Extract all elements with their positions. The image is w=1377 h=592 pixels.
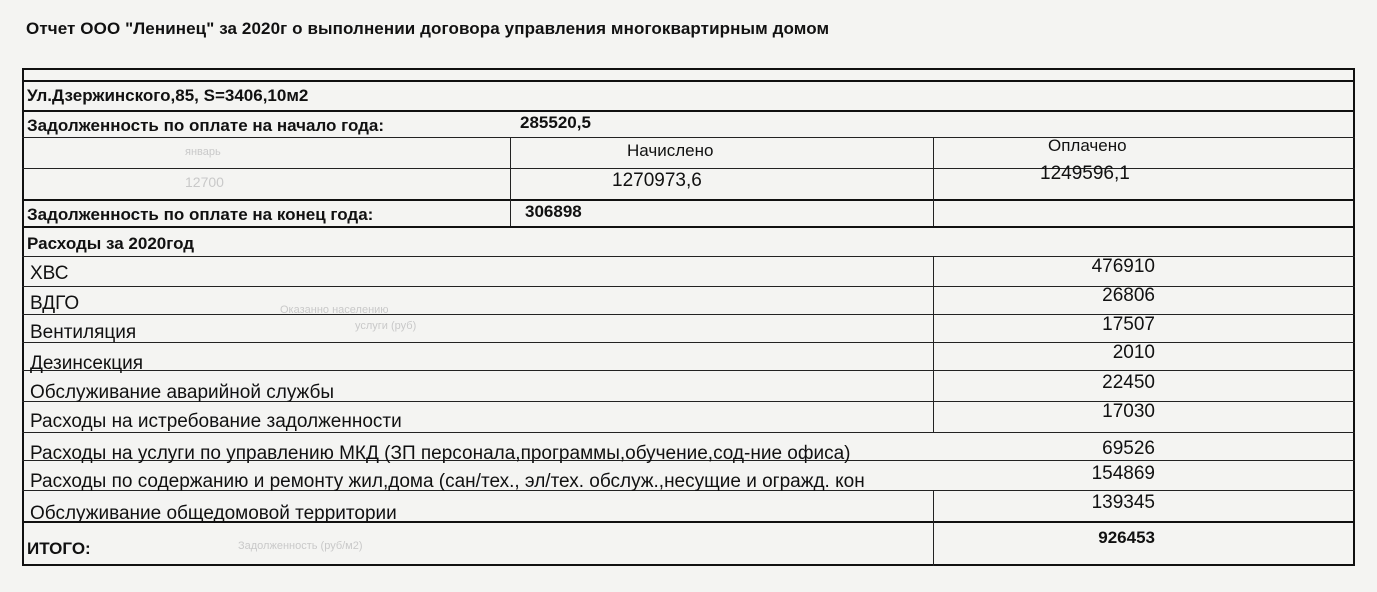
expense-value: 154869 — [1091, 463, 1155, 484]
debt-start-value: 285520,5 — [520, 113, 591, 132]
expense-value: 2010 — [1112, 342, 1155, 363]
expense-label: ВДГО — [30, 293, 80, 314]
debt-start-label: Задолженность по оплате на начало года: — [27, 116, 385, 135]
expense-label: Расходы на услуги по управлению МКД (ЗП персонала,программы,обучение,сод-ние офиса) — [30, 443, 851, 464]
accrued-label: Начислено — [627, 141, 714, 160]
expense-label: Дезинсекция — [30, 353, 143, 374]
accrued-value: 1270973,6 — [612, 170, 702, 191]
debt-end-value: 306898 — [525, 202, 582, 221]
expense-label: Расходы на истребование задолженности — [30, 411, 402, 432]
expenses-title: Расходы за 2020год — [27, 234, 195, 253]
expense-label: Обслуживание аварийной службы — [30, 382, 334, 403]
report-title: Отчет ООО "Ленинец" за 2020г о выполнении договора управления многоквартирным домом — [26, 19, 830, 38]
paid-value: 1249596,1 — [1040, 163, 1130, 184]
expense-value: 17030 — [1102, 401, 1155, 422]
expense-label: ХВС — [30, 263, 69, 284]
expense-value: 139345 — [1091, 492, 1155, 513]
expense-value: 22450 — [1102, 372, 1155, 393]
expense-label: Обслуживание общедомовой территории — [30, 503, 397, 524]
paid-label: Оплачено — [1048, 136, 1127, 155]
expense-label: Расходы по содержанию и ремонту жил,дома (сан/тех., эл/тех. обслуж.,несущие и огражд. кон — [30, 471, 865, 492]
expense-value: 17507 — [1102, 314, 1155, 335]
expense-label: Вентиляция — [30, 322, 137, 343]
address-label: Ул.Дзержинского,85, S=3406,10м2 — [27, 86, 309, 105]
debt-end-label: Задолженность по оплате на конец года: — [27, 205, 374, 224]
expense-value: 69526 — [1102, 438, 1155, 459]
expense-value: 476910 — [1091, 256, 1155, 277]
total-label: ИТОГО: — [27, 539, 91, 558]
total-value: 926453 — [1098, 528, 1155, 547]
expense-value: 26806 — [1102, 285, 1155, 306]
